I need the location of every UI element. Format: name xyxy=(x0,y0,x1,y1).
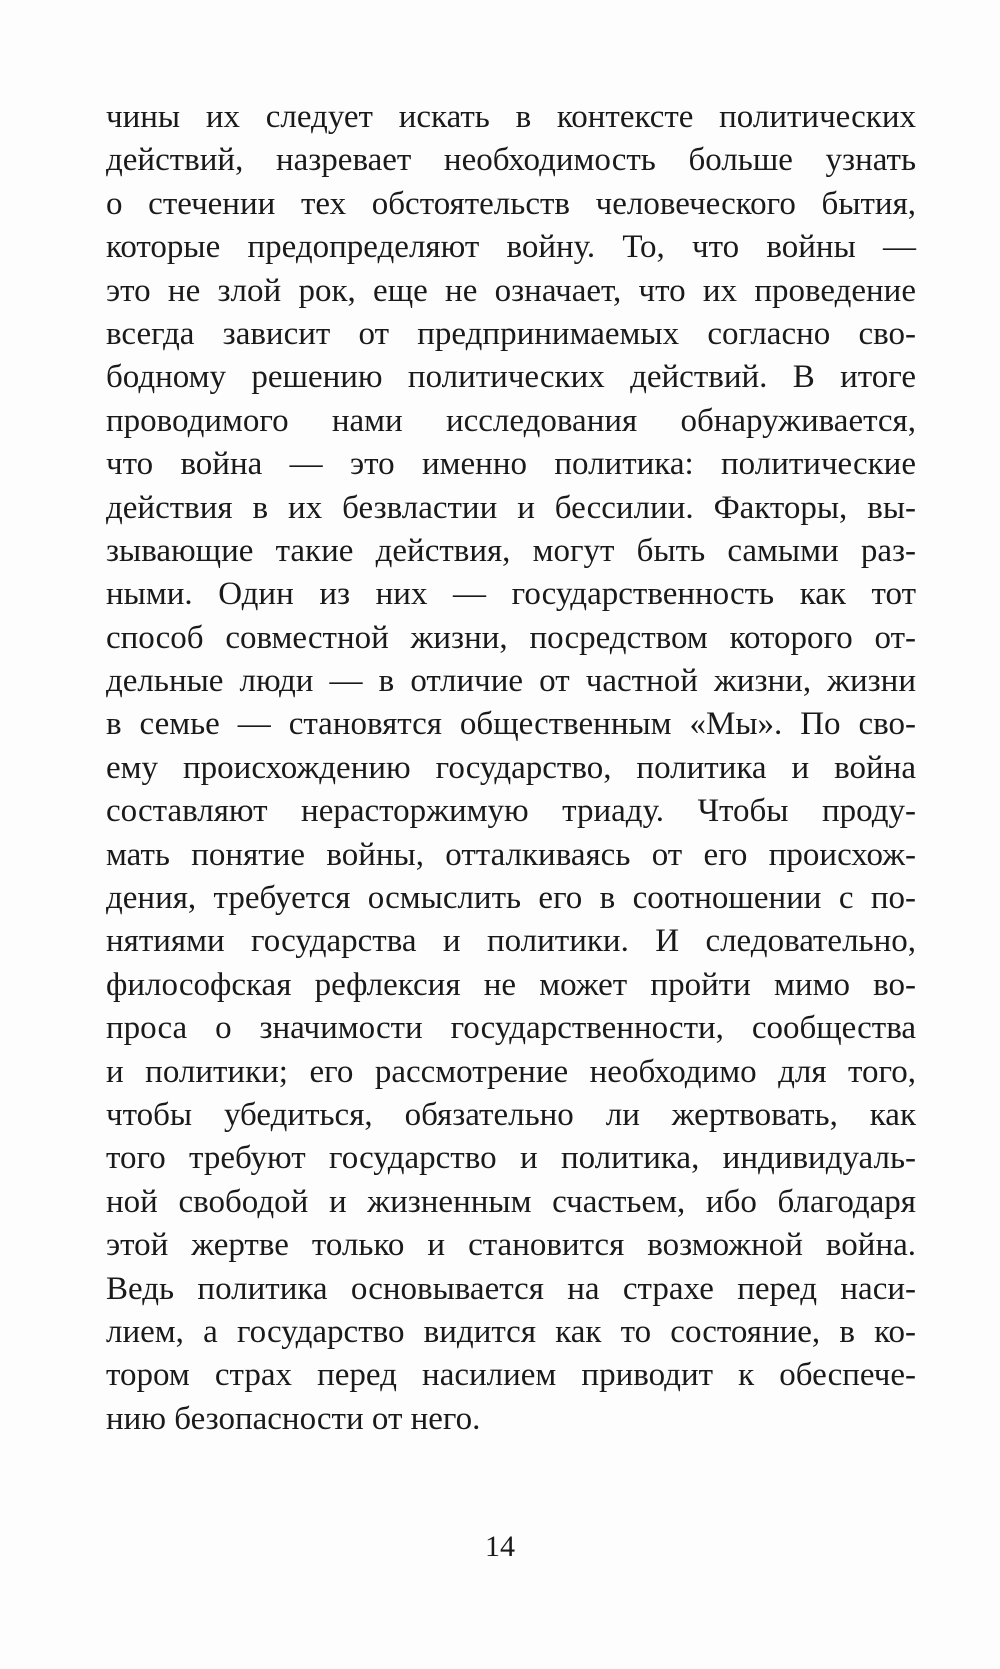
text-line: зывающие такие действия, могут быть самыми раз- xyxy=(106,532,916,569)
text-line: что война — это именно политика: политические xyxy=(106,446,916,483)
text-line: составляют нерасторжимую триаду. Чтобы проду- xyxy=(106,793,916,830)
text-line: в семье — становятся общественным «Мы». По сво- xyxy=(106,706,916,743)
text-line: о стечении тех обстоятельств человеческого бытия, xyxy=(106,185,916,222)
text-line: способ совместной жизни, посредством которого от- xyxy=(106,619,916,656)
text-line: проса о значимости государственности, сообщества xyxy=(106,1010,916,1047)
page-number: 14 xyxy=(485,1530,515,1563)
text-line: ему происхождению государство, политика и война xyxy=(106,749,916,786)
text-line: тором страх перед насилием приводит к обеспече- xyxy=(106,1357,916,1394)
text-line: действия в их безвластии и бессилии. Факторы, вы- xyxy=(106,489,916,526)
text-line: нятиями государства и политики. И следовательно, xyxy=(106,923,916,960)
text-line: философская рефлексия не может пройти мимо во- xyxy=(106,966,916,1003)
text-line-last: нию безопасности от него. xyxy=(106,1400,481,1437)
text-line: которые предопределяют войну. То, что войны — xyxy=(106,229,916,266)
text-line: ными. Один из них — государственность как тот xyxy=(106,576,916,613)
text-line: лием, а государство видится как то состояние, в ко- xyxy=(106,1313,916,1350)
text-line: того требуют государство и политика, индивидуаль- xyxy=(106,1140,916,1177)
text-line: чины их следует искать в контексте политических xyxy=(106,99,916,135)
text-line: ной свободой и жизненным счастьем, ибо благодаря xyxy=(106,1183,916,1220)
text-line: всегда зависит от предпринимаемых согласно сво- xyxy=(106,315,916,352)
text-line: бодному решению политических действий. В итоге xyxy=(106,359,916,396)
text-line: действий, назревает необходимость больше узнать xyxy=(106,142,916,179)
body-text xyxy=(106,96,916,1441)
text-line: этой жертве только и становится возможной война. xyxy=(106,1227,916,1264)
text-line: мать понятие войны, отталкиваясь от его происхож- xyxy=(106,836,916,873)
text-line: и политики; его рассмотрение необходимо для того, xyxy=(106,1053,916,1090)
text-line: это не злой рок, еще не означает, что их проведение xyxy=(106,272,916,309)
text-line: чтобы убедиться, обязательно ли жертвовать, как xyxy=(106,1096,916,1133)
text-line: дельные люди — в отличие от частной жизни, жизни xyxy=(106,663,916,700)
text-line: проводимого нами исследования обнаруживается, xyxy=(106,402,916,439)
text-line: дения, требуется осмыслить его в соотношении с по- xyxy=(106,880,916,917)
text-line: Ведь политика основывается на страхе перед наси- xyxy=(106,1270,916,1307)
